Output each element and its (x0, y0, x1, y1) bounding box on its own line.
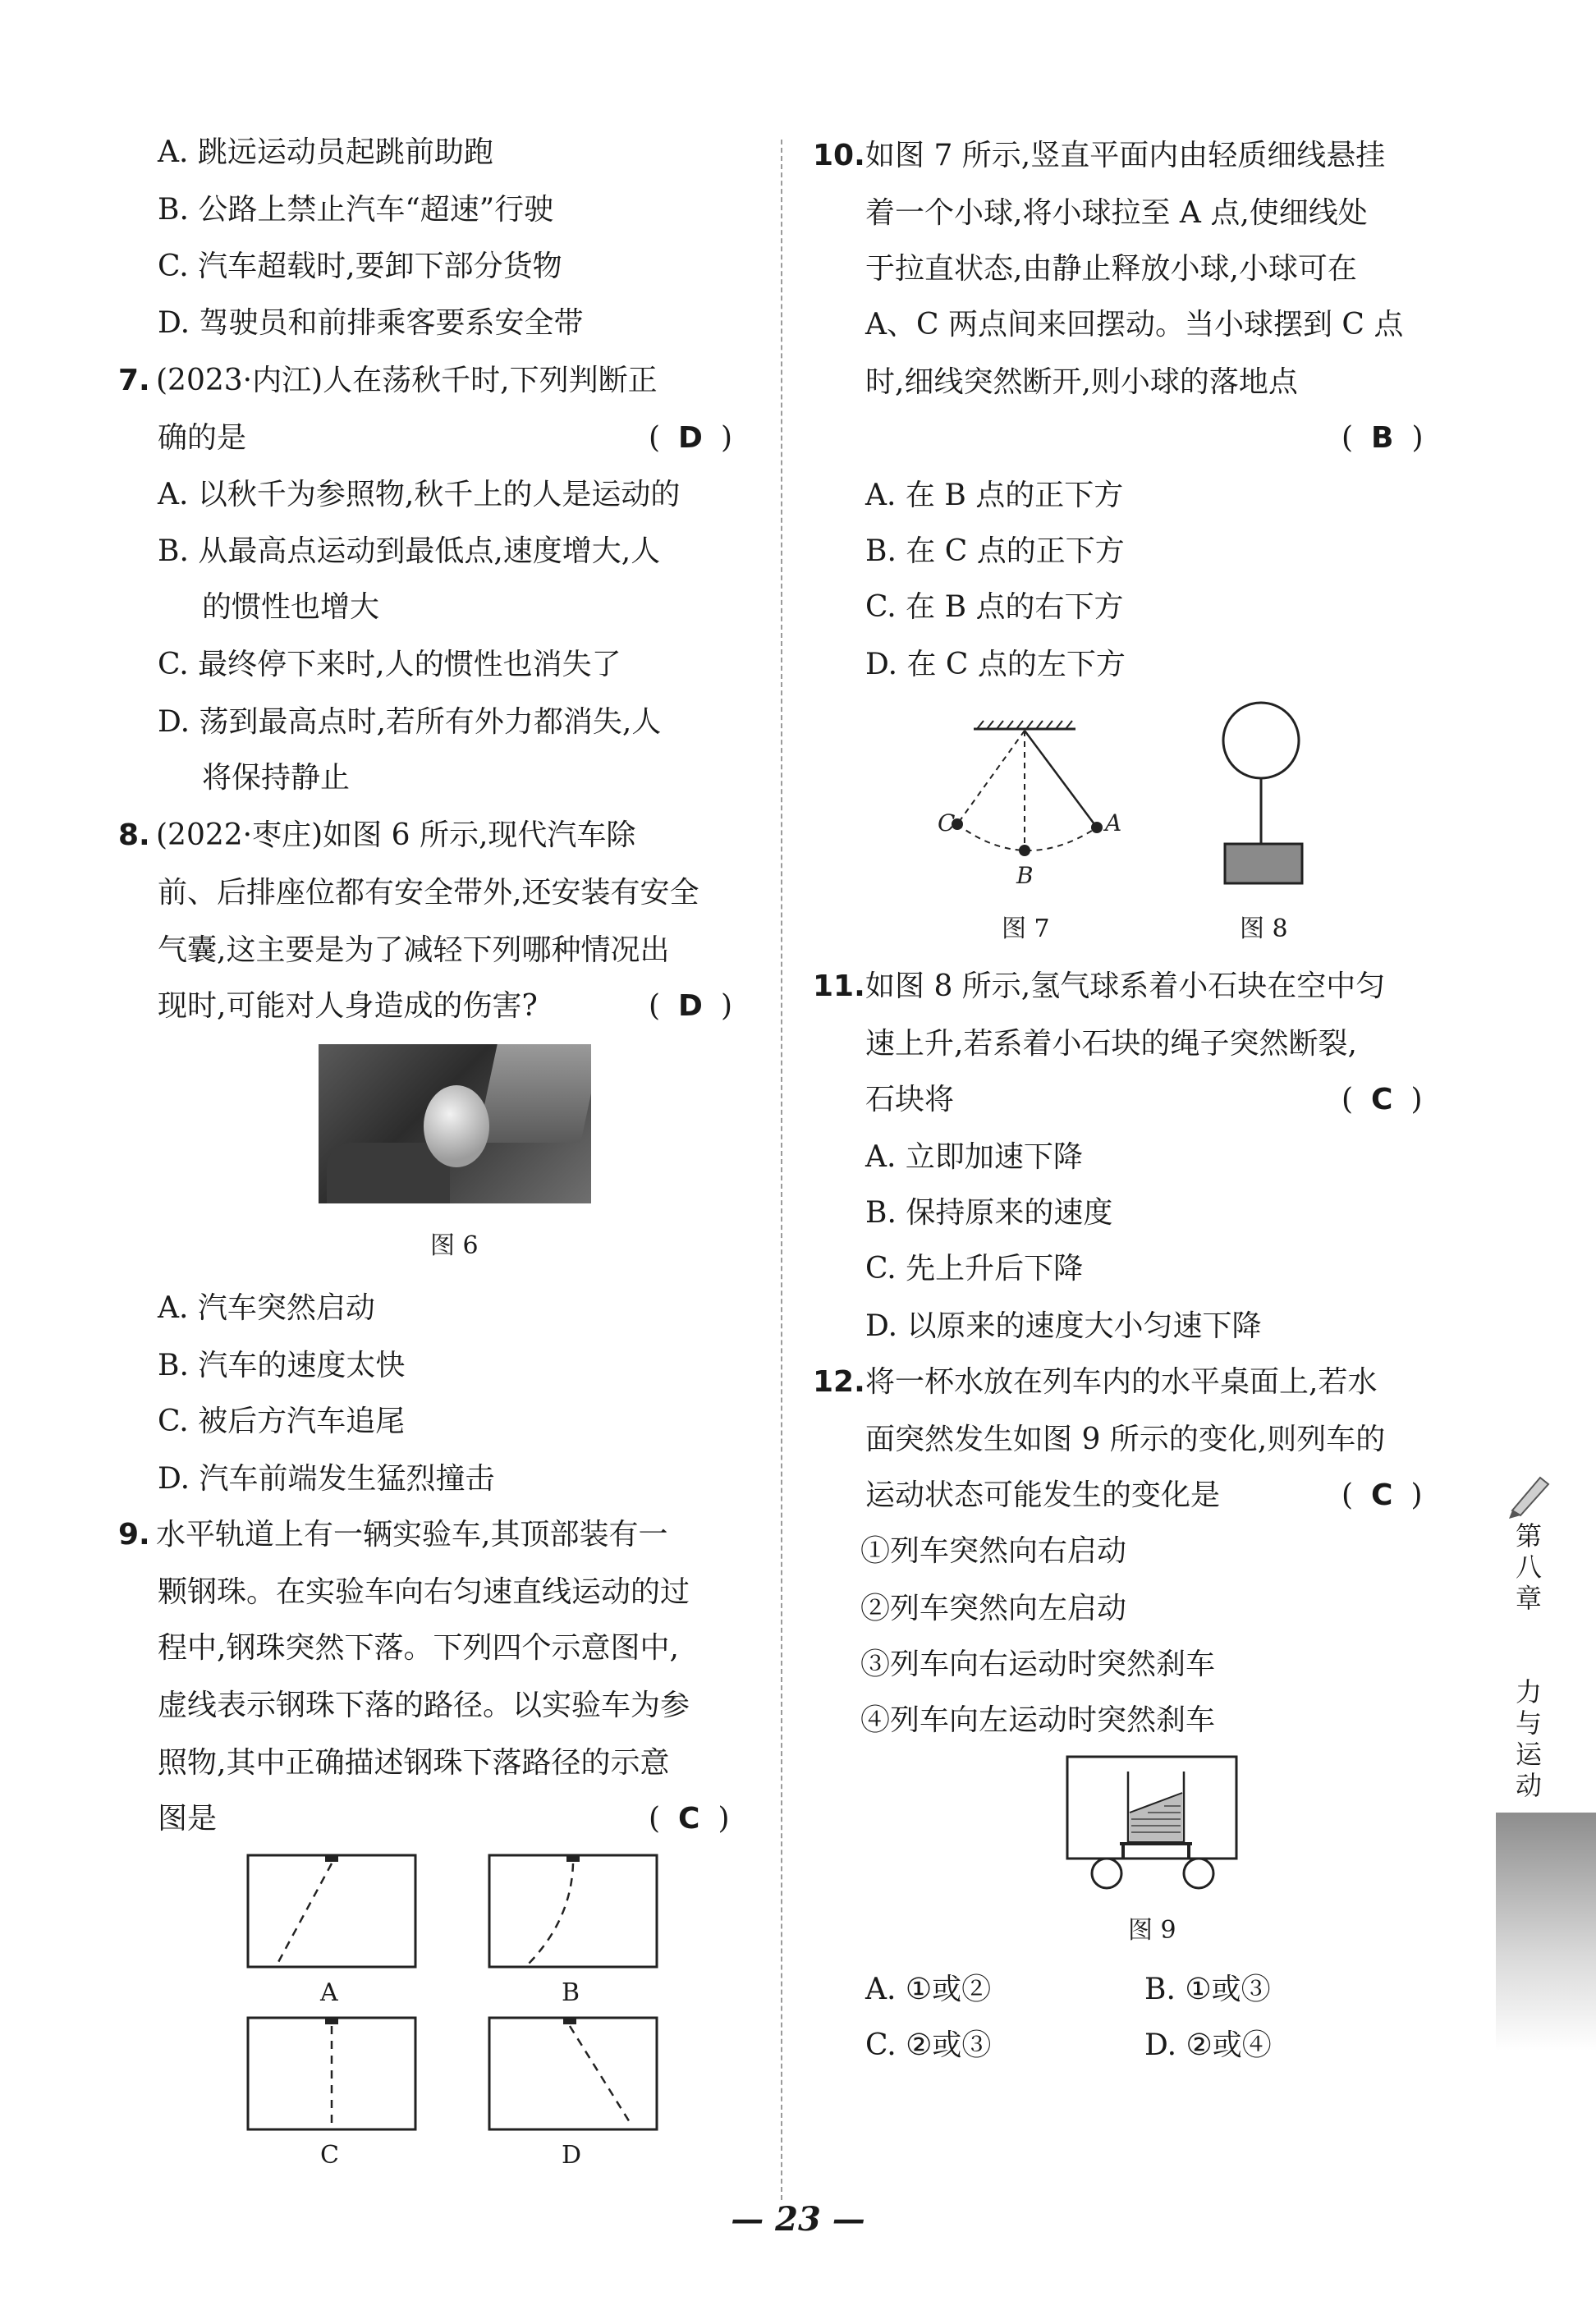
q9-diagram-c (246, 2016, 419, 2131)
q12-statement-2: ②列车突然向左启动 (860, 1592, 1127, 1625)
q11-option-a: A. 立即加速下降 (865, 1140, 1083, 1174)
q9-stem-line3: 程中,钢珠突然下落。下列四个示意图中, (158, 1631, 679, 1665)
q7-number: 7. (118, 364, 150, 397)
figure-8-caption: 图 8 (1240, 914, 1288, 943)
q8-stem-line2: 前、后排座位都有安全带外,还安装有安全 (158, 876, 699, 910)
figure-9-train (1066, 1755, 1243, 1893)
fig7-label-b: B (1016, 862, 1034, 889)
q9-label-a: A (320, 1978, 338, 2007)
q9-label-b: B (562, 1978, 580, 2007)
q8-option-d: D. 汽车前端发生猛烈撞击 (158, 1462, 495, 1496)
q7-option-d: D. 荡到最高点时,若所有外力都消失,人 (158, 705, 662, 739)
q12-option-b: B. ①或③ (1144, 1973, 1271, 2006)
q9-diagram-b (488, 1854, 660, 1969)
q9-label-d: D (562, 2141, 582, 2170)
q12-statement-4: ④列车向左运动时突然刹车 (860, 1703, 1216, 1737)
q9-answer: ( C ) (649, 1802, 730, 1836)
sidebar-tab-bar (1496, 1813, 1596, 2051)
figure-8-balloon (1218, 699, 1309, 888)
q9-stem-line4: 虚线表示钢珠下落的路径。以实验车为参 (158, 1689, 690, 1722)
q10-option-c: C. 在 B 点的右下方 (865, 590, 1124, 624)
q8-answer: ( D ) (649, 989, 732, 1023)
q8-option-c: C. 被后方汽车追尾 (158, 1405, 406, 1438)
q12-statement-1: ①列车突然向右启动 (860, 1534, 1127, 1568)
fig7-label-c: C (938, 809, 956, 837)
q10-option-b: B. 在 C 点的正下方 (865, 534, 1125, 568)
q6-option-a: A. 跳远运动员起跳前助跑 (158, 135, 493, 169)
q10-option-a: A. 在 B 点的正下方 (865, 479, 1124, 512)
q11-option-b: B. 保持原来的速度 (865, 1196, 1113, 1230)
q9-number: 9. (118, 1518, 150, 1552)
q9-diagram-a (246, 1854, 419, 1969)
q7-option-a: A. 以秋千为参照物,秋千上的人是运动的 (158, 478, 681, 511)
q11-option-d: D. 以原来的速度大小匀速下降 (865, 1309, 1262, 1343)
q9-label-c: C (320, 2141, 339, 2170)
fig7-label-a: A (1105, 809, 1122, 837)
q8-number: 8. (118, 818, 150, 852)
q11-stem-line2: 速上升,若系着小石块的绳子突然断裂, (865, 1027, 1357, 1061)
figure-6-caption: 图 6 (430, 1231, 479, 1260)
q7-option-b-cont: 的惯性也增大 (202, 590, 380, 624)
q7-stem-line2: 确的是 (158, 421, 247, 455)
q12-answer: ( C ) (1341, 1478, 1423, 1512)
q8-option-a: A. 汽车突然启动 (158, 1291, 375, 1325)
q7-answer: ( D ) (649, 421, 732, 455)
q10-stem-line5: 时,细线突然断开,则小球的落地点 (865, 365, 1298, 399)
q11-stem-line3: 石块将 (865, 1083, 955, 1116)
q11-number: 11. (813, 969, 865, 1003)
pencil-icon (1504, 1469, 1553, 1519)
q8-answer-letter: D (678, 989, 703, 1023)
q7-option-c: C. 最终停下来时,人的惯性也消失了 (158, 648, 621, 681)
q11-answer-letter: C (1371, 1083, 1393, 1116)
q8-stem-line1: (2022·枣庄)如图 6 所示,现代汽车除 (156, 818, 636, 852)
q7-option-d-cont: 将保持静止 (202, 761, 351, 795)
q12-stem-line1: 将一杯水放在列车内的水平桌面上,若水 (865, 1365, 1378, 1399)
q12-option-d: D. ②或④ (1144, 2028, 1272, 2062)
q10-stem-line1: 如图 7 所示,竖直平面内由轻质细线悬挂 (865, 139, 1386, 172)
q12-stem-line2: 面突然发生如图 9 所示的变化,则列车的 (865, 1423, 1386, 1456)
q12-statement-3: ③列车向右运动时突然刹车 (860, 1648, 1216, 1681)
q10-stem-line3: 于拉直状态,由静止释放小球,小球可在 (865, 252, 1357, 286)
photo-airbag (424, 1085, 489, 1167)
q10-stem-line2: 着一个小球,将小球拉至 A 点,使细线处 (865, 196, 1368, 230)
figure-7-pendulum (920, 713, 1122, 889)
q6-option-d: D. 驾驶员和前排乘客要系安全带 (158, 306, 584, 340)
q8-stem-line4: 现时,可能对人身造成的伤害? (158, 989, 538, 1023)
page-number: — 23 — (731, 2200, 865, 2239)
column-divider (781, 140, 782, 2200)
q12-option-c: C. ②或③ (865, 2028, 992, 2062)
figure-9-caption: 图 9 (1128, 1916, 1176, 1945)
q9-answer-letter: C (678, 1802, 700, 1836)
q12-stem-line3: 运动状态可能发生的变化是 (865, 1478, 1221, 1512)
q12-answer-letter: C (1371, 1478, 1393, 1512)
figure-7-caption: 图 7 (1002, 914, 1050, 943)
q8-stem-line3: 气囊,这主要是为了减轻下列哪种情况出 (158, 933, 670, 967)
q6-option-c: C. 汽车超载时,要卸下部分货物 (158, 250, 562, 283)
q7-option-b: B. 从最高点运动到最低点,速度增大,人 (158, 534, 661, 568)
q10-option-d: D. 在 C 点的左下方 (865, 648, 1126, 681)
q8-option-b: B. 汽车的速度太快 (158, 1349, 406, 1382)
q7-stem-line1: (2023·内江)人在荡秋千时,下列判断正 (156, 364, 658, 397)
sidebar-chapter: 第八章 (1515, 1520, 1542, 1614)
airbag-photo (319, 1044, 591, 1203)
q9-stem-line2: 颗钢珠。在实验车向右匀速直线运动的过 (158, 1575, 690, 1609)
photo-window (476, 1044, 591, 1143)
q12-number: 12. (813, 1365, 865, 1399)
sidebar-title: 力与运动 (1515, 1676, 1542, 1801)
q10-answer: ( B ) (1341, 421, 1424, 455)
q10-answer-letter: B (1371, 421, 1394, 455)
q10-stem-line4: A、C 两点间来回摆动。当小球摆到 C 点 (865, 308, 1404, 341)
q9-diagram-d (488, 2016, 660, 2131)
q9-stem-line6: 图是 (158, 1802, 218, 1836)
q9-stem-line5: 照物,其中正确描述钢珠下落路径的示意 (158, 1746, 670, 1780)
q7-answer-letter: D (678, 421, 703, 455)
q9-stem-line1: 水平轨道上有一辆实验车,其顶部装有一 (156, 1518, 668, 1552)
q11-option-c: C. 先上升后下降 (865, 1252, 1084, 1286)
q11-answer: ( C ) (1341, 1083, 1423, 1116)
q10-number: 10. (813, 139, 865, 172)
q6-option-b: B. 公路上禁止汽车“超速”行驶 (158, 193, 554, 227)
q11-stem-line1: 如图 8 所示,氢气球系着小石块在空中匀 (865, 969, 1386, 1003)
q12-option-a: A. ①或② (865, 1973, 992, 2006)
